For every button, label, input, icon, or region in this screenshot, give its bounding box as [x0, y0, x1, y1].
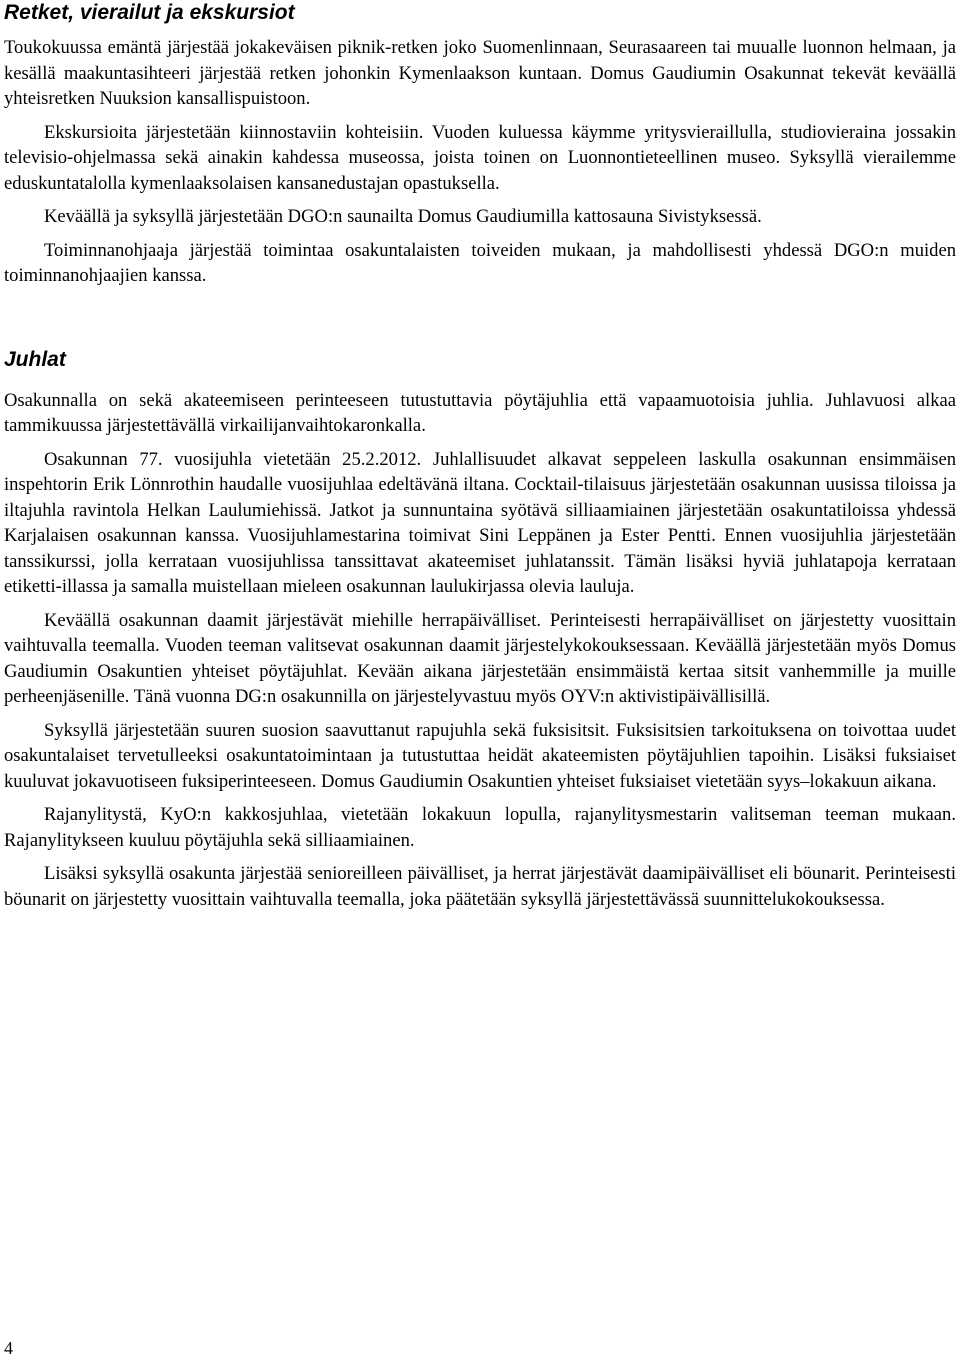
- section-heading: Retket, vierailut ja ekskursiot: [4, 1, 295, 24]
- paragraph: Lisäksi syksyllä osakunta järjestää senioreilleen päivälliset, ja herrat järjestävät daamipäivälliset eli böunarit. Perinteisesti böunarit on järjestetty vuosittain vaihtuvalla teemalla, joka päätetään syksyllä järjestettävässä suunnittelukokouksessa.: [4, 863, 956, 910]
- paragraph: Toiminnanohjaaja järjestää toimintaa osakuntalaisten toiveiden mukaan, ja mahdollisesti yhdessä DGO:n muiden toiminnanohjaajien kanssa.: [4, 239, 956, 286]
- page-number: 4: [4, 1338, 13, 1358]
- section-retket: [4, 0, 956, 289]
- paragraph: Syksyllä järjestetään suuren suosion saavuttanut rapujuhla sekä fuksisitsit. Fuksisitsien tarkoituksena on toivottaa uudet osakuntalaiset tervetulleeksi osakuntatoimintaan ja tutustuttaa heidät akateemisten pöytäjuhlien tapoihin. Lisäksi fuksiaiset kuuluvat jokavuotiseen fuksiperinteeseen. Domus Gaudiumin Osakuntien yhteiset fuksiaiset vietetään syys–lokakuun aikana.: [4, 719, 956, 792]
- paragraph: Rajanylitystä, KyO:n kakkosjuhlaa, vietetään lokakuun lopulla, rajanylitysmestarin valitseman teeman mukaan. Rajanylitykseen kuuluu pöytäjuhla sekä silliaamiainen.: [4, 804, 956, 851]
- paragraph: Osakunnalla on sekä akateemiseen perinteeseen tutustuttavia pöytäjuhlia että vapaamuotoisia juhlia. Juhlavuosi alkaa tammikuussa järjestettävällä virkailijanvaihtokaronkalla.: [4, 389, 956, 436]
- section-heading: Juhlat: [4, 347, 66, 371]
- paragraph: Keväällä osakunnan daamit järjestävät miehille herrapäivälliset. Perinteisesti herrapäivälliset on järjestetty vuosittain vaihtuvalla teemalla. Vuoden teeman valitsevat osakunnan daamit järjestelykokouksessaan. Keväällä järjestetään myös Domus Gaudiumin Osakuntien yhteiset pöytäjuhlat. Kevään aikana järjestetään ensimmäistä kertaa sitsit vanhemmille ja muille perheenjäsenille. Tänä vuonna DG:n osakunnilla on järjestelyvastuu myös OYV:n aktivistipäivällisillä.: [4, 609, 956, 707]
- document-page: [4, 0, 956, 912]
- paragraph: Keväällä ja syksyllä järjestetään DGO:n saunailta Domus Gaudiumilla kattosauna Sivistyksessä.: [44, 206, 762, 227]
- paragraph: Toukokuussa emäntä järjestää jokakeväisen piknik-retken joko Suomenlinnaan, Seurasaareen tai muualle luonnon helmaan, ja kesällä maakuntasihteeri järjestää retken johonkin Kymenlaakson kuntaan. Domus Gaudiumin Osakunnat tekevät keväällä yhteisretken Nuuksion kansallispuistoon.: [4, 37, 956, 109]
- paragraph: Osakunnan 77. vuosijuhla vietetään 25.2.2012. Juhlallisuudet alkavat seppeleen laskulla osakunnan ensimmäisen inspehtorin Erik Lönnrothin haudalle vuosijuhlaa edeltävänä iltana. Cocktail-tilaisuus järjestetään osakunnan uusissa tiloissa ja iltajuhla ravintola Helkan Laulumiehissä. Jatkot ja sunnuntaina syötävä silliaamiainen järjestetään osakuntatiloissa yhdessä Karjalaisen osakunnan kanssa. Vuosijuhlamestarina toimivat Sini Leppänen ja Ester Pentti. Ennen vuosijuhlia järjestetään tanssikurssi, jolla kerrataan vuosijuhlissa tanssittavat akateemiset juhlatanssit. Tämän lisäksi hyviä juhlatapoja kerrataan etiketti-illassa ja samalla muistellaan mieleen osakunnan laulukirjassa olevia lauluja.: [4, 448, 956, 597]
- paragraph: Ekskursioita järjestetään kiinnostaviin kohteisiin. Vuoden kuluessa käymme yritysvieraillulla, studiovieraina jossakin televisio-ohjelmassa sekä ainakin kahdessa museossa, joista toinen on Luonnontieteellinen museo. Syksyllä vierailemme eduskuntatalolla kymenlaaksolaisen kansanedustajan opastuksella.: [4, 121, 956, 194]
- section-juhlat: [4, 347, 956, 913]
